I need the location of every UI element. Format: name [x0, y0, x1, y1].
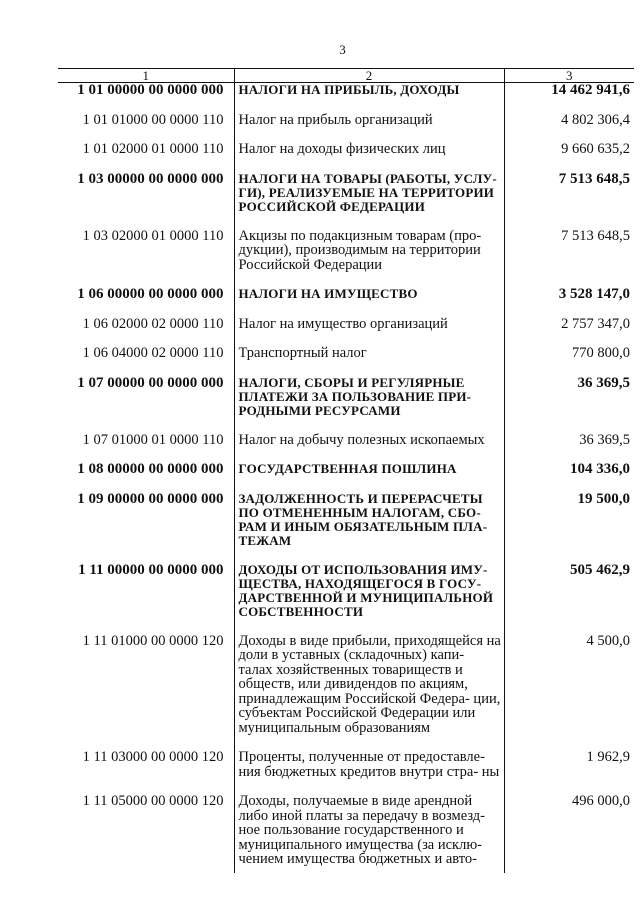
row-name: Доходы, получаемые в виде арендной либо иной платы за передачу в возмезд- ное пользование государственного и муниципального имущества (за исклю- чением имущества бюджетных и авто- [234, 785, 504, 873]
row-name: ГОСУДАРСТВЕННАЯ ПОШЛИНА [234, 453, 504, 483]
row-name: ЗАДОЛЖЕННОСТЬ И ПЕРЕРАСЧЕТЫ ПО ОТМЕНЕННЫМ НАЛОГАМ, СБО- РАМ И ИНЫМ ОБЯЗАТЕЛЬНЫМ ПЛА- ТЕЖАМ [234, 483, 504, 554]
table-header-row [58, 69, 634, 83]
column-header-amount: 3 [504, 69, 634, 83]
row-name: Доходы в виде прибыли, приходящейся на доли в уставных (складочных) капи- талах хозяйственных товариществ и обществ, или дивидендов по акциям, принадлежащим Российской Федера- ции, субъектам Российской Федерации или муниципальным образованиям [234, 625, 504, 742]
table-row [58, 83, 634, 104]
table-row [58, 278, 634, 308]
column-header-name: 2 [234, 69, 504, 83]
row-amount: 19 500,0 [504, 483, 634, 554]
table-row [58, 367, 634, 424]
row-amount: 7 513 648,5 [504, 163, 634, 220]
row-name: НАЛОГИ, СБОРЫ И РЕГУЛЯРНЫЕ ПЛАТЕЖИ ЗА ПОЛЬЗОВАНИЕ ПРИ- РОДНЫМИ РЕСУРСАМИ [234, 367, 504, 424]
row-amount: 104 336,0 [504, 453, 634, 483]
page-number: 3 [339, 42, 346, 57]
row-amount: 2 757 347,0 [504, 308, 634, 338]
row-name: ДОХОДЫ ОТ ИСПОЛЬЗОВАНИЯ ИМУ- ЩЕСТВА, НАХОДЯЩЕГОСЯ В ГОСУ- ДАРСТВЕННОЙ И МУНИЦИПАЛЬНОЙ СОБСТВЕННОСТИ [234, 554, 504, 625]
row-name: НАЛОГИ НА ПРИБЫЛЬ, ДОХОДЫ [234, 83, 504, 104]
row-code: 1 09 00000 00 0000 000 [77, 490, 224, 507]
row-code: 1 03 00000 00 0000 000 [77, 170, 224, 187]
row-amount: 4 500,0 [504, 625, 634, 742]
table-row [58, 104, 634, 134]
row-code: 1 06 04000 02 0000 110 [82, 345, 224, 361]
table-row [58, 163, 634, 220]
row-amount: 9 660 635,2 [504, 133, 634, 163]
row-code: 1 11 00000 00 0000 000 [78, 561, 224, 578]
table-row [58, 483, 634, 554]
table-row [58, 554, 634, 625]
row-amount: 36 369,5 [504, 367, 634, 424]
row-code: 1 11 01000 00 0000 120 [82, 632, 224, 649]
row-code: 1 07 01000 01 0000 110 [82, 431, 224, 448]
row-code: 1 01 01000 00 0000 110 [82, 111, 224, 128]
row-name: Налог на прибыль организаций [234, 104, 504, 134]
table-row [58, 308, 634, 338]
column-header-code: 1 [58, 69, 234, 83]
row-amount: 496 000,0 [504, 785, 634, 873]
row-code: 1 08 00000 00 0000 000 [77, 461, 224, 477]
row-amount: 3 528 147,0 [504, 278, 634, 308]
row-name: Налог на доходы физических лиц [234, 133, 504, 163]
row-amount: 14 462 941,6 [504, 83, 634, 104]
row-code: 1 06 02000 02 0000 110 [82, 315, 224, 332]
table-row [58, 453, 634, 483]
row-code: 1 01 00000 00 0000 000 [77, 82, 224, 98]
row-name: НАЛОГИ НА ИМУЩЕСТВО [234, 278, 504, 308]
table-row [58, 337, 634, 367]
row-name: Налог на имущество организаций [234, 308, 504, 338]
row-amount: 770 800,0 [504, 337, 634, 367]
table-row [58, 424, 634, 454]
row-code: 1 11 03000 00 0000 120 [82, 749, 224, 765]
revenue-table [58, 68, 634, 873]
table-row [58, 220, 634, 279]
row-name: Проценты, полученные от предоставле- ния бюджетных кредитов внутри стра- ны [234, 741, 504, 785]
table-body [58, 83, 634, 873]
row-name: Налог на добычу полезных ископаемых [234, 424, 504, 454]
row-code: 1 06 00000 00 0000 000 [77, 286, 224, 302]
table-row [58, 741, 634, 785]
table-row [58, 625, 634, 742]
row-amount: 36 369,5 [504, 424, 634, 454]
row-amount: 1 962,9 [504, 741, 634, 785]
row-code: 1 11 05000 00 0000 120 [82, 793, 224, 809]
row-amount: 7 513 648,5 [504, 220, 634, 279]
row-name: Акцизы по подакцизным товарам (про- дукции), производимым на территории Российской Федерации [234, 220, 504, 279]
row-name: Транспортный налог [234, 337, 504, 367]
row-code: 1 07 00000 00 0000 000 [77, 374, 224, 391]
row-amount: 505 462,9 [504, 554, 634, 625]
row-name: НАЛОГИ НА ТОВАРЫ (РАБОТЫ, УСЛУ- ГИ), РЕАЛИЗУЕМЫЕ НА ТЕРРИТОРИИ РОССИЙСКОЙ ФЕДЕРАЦИИ [234, 163, 504, 220]
table-row [58, 785, 634, 873]
row-amount: 4 802 306,4 [504, 104, 634, 134]
row-code: 1 03 02000 01 0000 110 [82, 227, 224, 244]
table-row [58, 133, 634, 163]
row-code: 1 01 02000 01 0000 110 [82, 141, 224, 157]
